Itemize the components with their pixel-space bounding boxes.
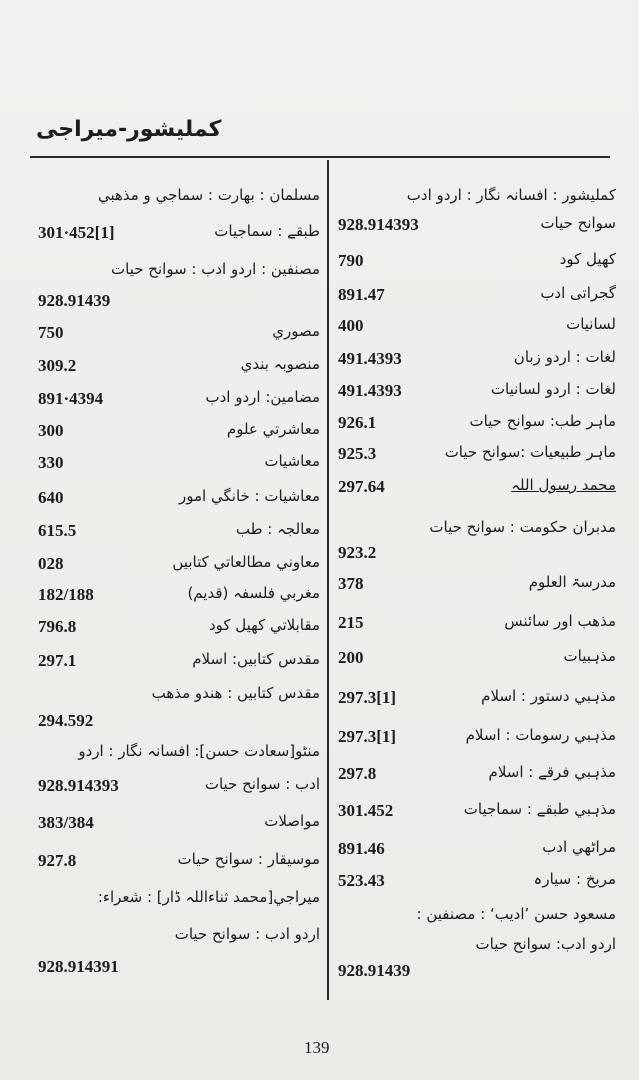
classification-number: 297.8 (338, 764, 377, 783)
index-term: مسلمان : بھارت : سماجي و مذھبي (97, 186, 320, 204)
classification-number: 796.8 (38, 617, 77, 636)
index-term: مصوري (272, 322, 320, 340)
page-header-title: کملیشور-میراجی (36, 117, 222, 142)
index-term: معاوني مطالعاتي کتابیں (172, 553, 320, 571)
index-term: مصنفین : اردو ادب : سوانح حیات (111, 260, 320, 278)
index-term: مذہبي دستور : اسلام (481, 687, 616, 705)
index-term: میراجي[محمد ثناءاللہ ڈار] : شعراء: (97, 888, 320, 906)
classification-number: 297.3[1] (338, 688, 397, 707)
header-rule (30, 156, 610, 158)
index-term: مقدس کتابیں : ھندو مذھب (151, 684, 320, 702)
index-term: لغات : اردو زبان (513, 348, 616, 366)
classification-number: 200 (338, 648, 364, 667)
index-term: مذہبیات (563, 647, 616, 665)
classification-number: 928.914393 (338, 215, 419, 234)
index-term: معاشیات : خانگي امور (179, 487, 320, 505)
index-term: منٹو[سعادت حسن]: افسانہ نگار : اردو (78, 742, 320, 760)
page-number: 139 (304, 1038, 330, 1057)
index-term: مذہبي فرقے : اسلام (488, 763, 616, 781)
classification-number: 927.8 (38, 851, 77, 870)
classification-number: 928.91439 (338, 961, 411, 980)
classification-number: 928.914393 (38, 776, 119, 795)
index-term: ماہر طب: سوانح حیات (469, 412, 616, 430)
classification-number: 182/188 (38, 585, 94, 604)
classification-number: 301.452 (338, 801, 394, 820)
index-term: کملیشور : افسانہ نگار : اردو ادب (406, 186, 616, 204)
classification-number: 491.4393 (338, 349, 402, 368)
classification-number: 891.47 (338, 285, 385, 304)
index-term: اردو ادب : سوانح حیات (174, 925, 320, 943)
classification-number: 400 (338, 316, 364, 335)
index-term: معاشرتي علوم (226, 420, 320, 438)
classification-number: 491.4393 (338, 381, 402, 400)
index-term: ادب : سوانح حیات (204, 775, 320, 793)
index-term: کھیل کود (559, 250, 616, 268)
classification-number: 330 (38, 453, 64, 472)
classification-number: 928.914391 (38, 957, 119, 976)
index-term: گجراتی ادب (540, 284, 616, 302)
classification-number: 891·4394 (38, 389, 104, 408)
classification-number: 378 (338, 574, 364, 593)
index-term: لسانیات (566, 315, 616, 333)
classification-number: 891.46 (338, 839, 385, 858)
index-term: ماہر طبیعیات :سوانح حیات (444, 443, 616, 461)
index-term: مواصلات (264, 812, 320, 830)
classification-number: 928.91439 (38, 291, 111, 310)
index-term: منصوبہ بندي (240, 355, 320, 373)
classification-number: 301·452[1] (38, 223, 115, 242)
classification-number: 790 (338, 251, 364, 270)
index-term: مذھب اور سائنس (504, 612, 616, 630)
index-term: طبقے : سماجیات (214, 222, 320, 240)
index-term: محمد رسول اللہ (511, 476, 616, 494)
index-term: مراٹھي ادب (542, 838, 616, 856)
index-term: مسعود حسن ’ادیب‘ : مصنفین : (416, 905, 616, 923)
index-term: مدبران حکومت : سوانح حیات (429, 518, 616, 536)
classification-number: 923.2 (338, 543, 377, 562)
index-term: اردو ادب: سوانح حیات (475, 935, 616, 953)
classification-number: 297.1 (38, 651, 77, 670)
index-term: موسیقار : سوانح حیات (177, 850, 320, 868)
classification-number: 294.592 (38, 711, 94, 730)
index-term: سوانح حیات (540, 214, 616, 232)
classification-number: 300 (38, 421, 64, 440)
column-divider (327, 160, 329, 1000)
classification-number: 215 (338, 613, 364, 632)
index-term: مریخ : سیارہ (533, 870, 616, 888)
index-term: مدرسۃ العلوم (528, 573, 616, 591)
index-term: معالجہ : طب (235, 520, 320, 538)
classification-number: 926.1 (338, 413, 377, 432)
classification-number: 028 (38, 554, 64, 573)
index-term: معاشیات (264, 452, 320, 470)
classification-number: 309.2 (38, 356, 77, 375)
index-term: مضامین: اردو ادب (205, 388, 320, 406)
classification-number: 925.3 (338, 444, 377, 463)
classification-number: 297.64 (338, 477, 385, 496)
classification-number: 750 (38, 323, 64, 342)
classification-number: 383/384 (38, 813, 94, 832)
index-term: مقابلاتي کھیل کود (208, 616, 320, 634)
index-term: مذہبي رسومات : اسلام (465, 726, 616, 744)
index-term: لغات : اردو لسانیات (490, 380, 616, 398)
index-term: مقدس کتابیں: اسلام (192, 650, 320, 668)
classification-number: 523.43 (338, 871, 385, 890)
classification-number: 297.3[1] (338, 727, 397, 746)
index-term: مذہبي طبقے : سماجیات (463, 800, 616, 818)
index-term: مغربي فلسفہ (قدیم) (187, 584, 320, 602)
classification-number: 615.5 (38, 521, 77, 540)
classification-number: 640 (38, 488, 64, 507)
